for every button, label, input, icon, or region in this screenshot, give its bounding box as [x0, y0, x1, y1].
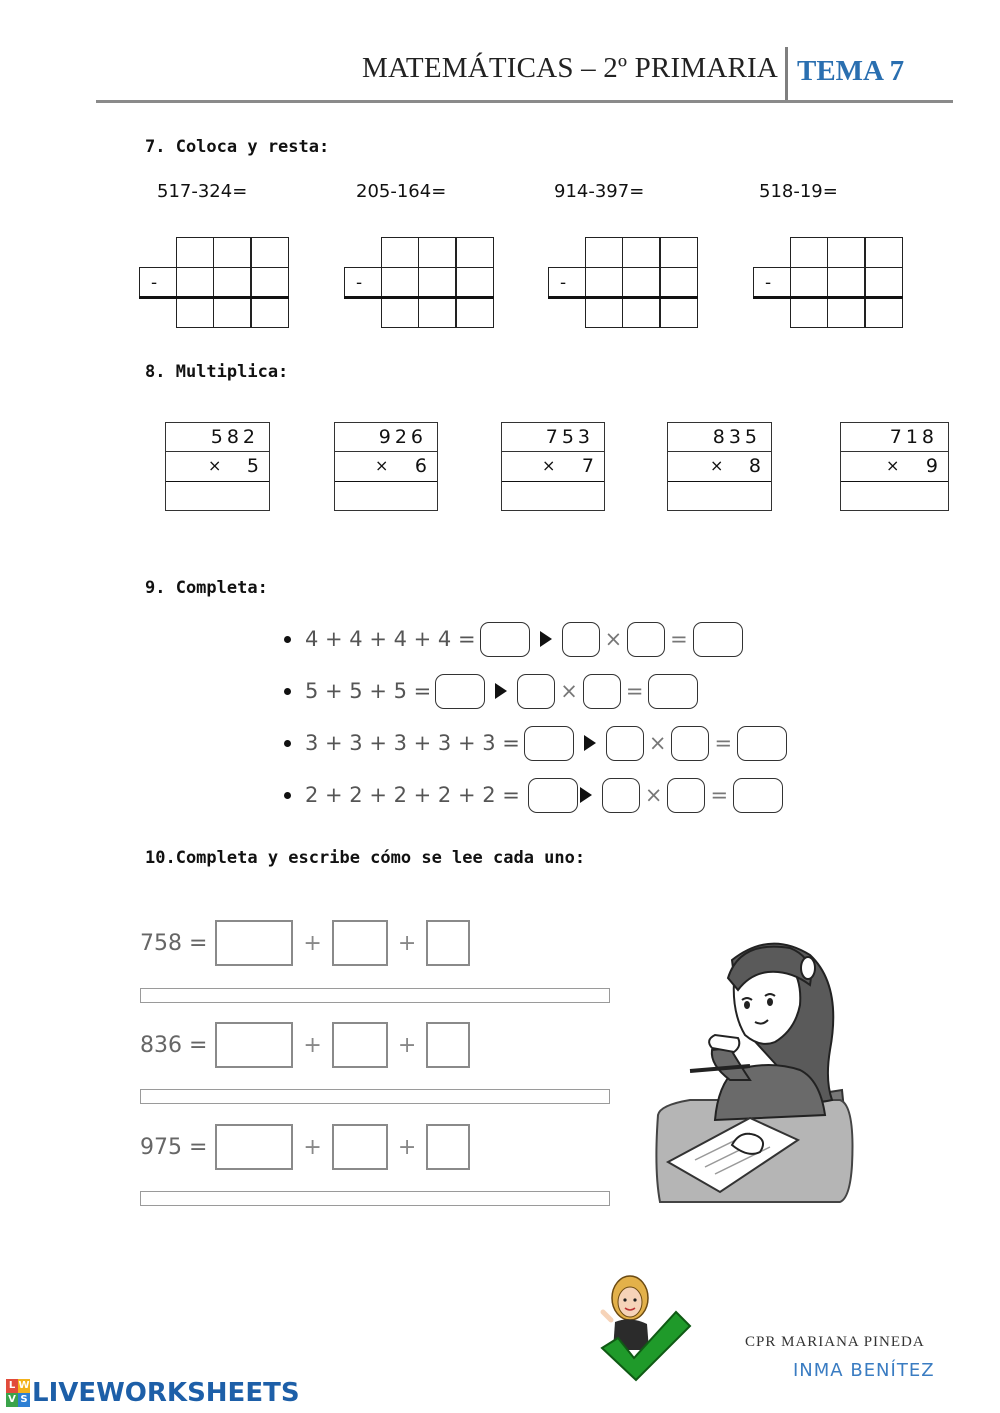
times-sign: × — [710, 456, 724, 475]
completa-row-3 — [284, 724, 787, 762]
sum-answer-box[interactable] — [528, 778, 578, 813]
grid-cell[interactable] — [251, 297, 289, 328]
grid-cell[interactable] — [865, 237, 903, 268]
plus-sign: + — [303, 930, 322, 956]
times-sign: × — [644, 783, 663, 807]
factor-box[interactable] — [562, 622, 600, 657]
subtraction-grid-4 — [753, 237, 903, 328]
factor-box[interactable] — [667, 778, 705, 813]
grid-cell[interactable] — [251, 237, 289, 268]
arrow-right-icon — [584, 735, 596, 751]
equals-sign: = — [714, 731, 733, 755]
answer-cell[interactable] — [502, 483, 604, 510]
grid-cell[interactable] — [213, 297, 251, 328]
result-line — [548, 296, 698, 299]
grid-cell[interactable] — [790, 267, 828, 298]
subtraction-4-label: 518-19= — [759, 181, 838, 202]
author-name: INMA BENÍTEZ — [793, 1360, 935, 1381]
multiplicand: 718 — [889, 426, 938, 448]
multiplicand: 926 — [378, 426, 427, 448]
tema-label: TEMA 7 — [797, 55, 905, 87]
times-sign: × — [560, 679, 578, 703]
grid-cell[interactable] — [213, 267, 251, 298]
number-label: 836 = — [140, 1032, 208, 1058]
completa-row-2 — [284, 672, 698, 710]
subtraction-2-label: 205-164= — [356, 181, 447, 202]
grid-cell[interactable] — [456, 237, 494, 268]
bullet — [284, 792, 291, 799]
tens-box[interactable] — [332, 920, 388, 966]
times-sign: × — [604, 627, 623, 651]
answer-cell[interactable] — [335, 483, 437, 510]
minus-cell — [344, 267, 382, 298]
product-box[interactable] — [733, 778, 783, 813]
tens-box[interactable] — [332, 1124, 388, 1170]
minus-sign: - — [560, 273, 567, 293]
section-8-title: 8. Multiplica: — [145, 362, 289, 382]
sum-expression: 4 + 4 + 4 + 4 = — [305, 627, 476, 651]
factor-box[interactable] — [583, 674, 621, 709]
arrow-right-icon — [495, 683, 507, 699]
hundreds-box[interactable] — [215, 920, 293, 966]
sum-answer-box[interactable] — [435, 674, 485, 709]
grid-cell[interactable] — [865, 267, 903, 298]
subtraction-grid-2 — [344, 237, 494, 328]
grid-cell[interactable] — [381, 267, 419, 298]
bullet — [284, 636, 291, 643]
minus-sign: - — [151, 273, 158, 293]
liveworksheets-brand[interactable] — [6, 1378, 300, 1408]
hundreds-box[interactable] — [215, 1022, 293, 1068]
grid-cell[interactable] — [660, 267, 698, 298]
sum-expression: 5 + 5 + 5 = — [305, 679, 432, 703]
minus-sign: - — [356, 273, 363, 293]
grid-cell[interactable] — [418, 267, 456, 298]
multiplication-box-4 — [667, 422, 772, 511]
grid-cell[interactable] — [660, 297, 698, 328]
factor-box[interactable] — [602, 778, 640, 813]
grid-cell[interactable] — [827, 237, 865, 268]
check-icon — [598, 1308, 693, 1383]
brand-text: LIVEWORKSHEETS — [32, 1378, 300, 1408]
grid-cell[interactable] — [660, 237, 698, 268]
minus-sign: - — [765, 273, 772, 293]
grid-cell[interactable] — [381, 297, 419, 328]
number-label: 975 = — [140, 1134, 208, 1160]
bullet — [284, 740, 291, 747]
minus-cell — [139, 267, 177, 298]
multiplication-box-5 — [840, 422, 949, 511]
minus-cell — [753, 267, 791, 298]
product-box[interactable] — [737, 726, 787, 761]
times-sign: × — [648, 731, 667, 755]
grid-cell[interactable] — [585, 267, 623, 298]
answer-cell[interactable] — [668, 483, 771, 510]
sum-answer-box[interactable] — [524, 726, 574, 761]
equals-sign: = — [625, 679, 644, 703]
factor-box[interactable] — [606, 726, 644, 761]
worksheet-title: MATEMÁTICAS – 2º PRIMARIA — [362, 52, 778, 84]
plus-sign: + — [303, 1032, 322, 1058]
multiplication-box-2 — [334, 422, 438, 511]
grid-cell[interactable] — [176, 237, 214, 268]
grid-cell[interactable] — [456, 297, 494, 328]
units-box[interactable] — [426, 920, 470, 966]
grid-cell[interactable] — [622, 267, 660, 298]
grid-cell[interactable] — [622, 237, 660, 268]
grid-cell[interactable] — [790, 297, 828, 328]
equals-sign: = — [670, 627, 688, 651]
factor-box[interactable] — [517, 674, 555, 709]
girl-writing-illustration — [650, 930, 855, 1205]
answer-cell[interactable] — [841, 483, 948, 510]
grid-cell[interactable] — [251, 267, 289, 298]
bullet — [284, 688, 291, 695]
plus-sign: + — [397, 1032, 417, 1058]
multiplicand: 753 — [545, 426, 594, 448]
sum-expression: 3 + 3 + 3 + 3 + 3 = — [305, 731, 520, 755]
plus-sign: + — [303, 1134, 322, 1160]
decomposition-row-2 — [140, 1022, 470, 1068]
times-sign: × — [375, 456, 389, 475]
result-line — [344, 296, 494, 299]
grid-cell[interactable] — [418, 297, 456, 328]
grid-cell[interactable] — [865, 297, 903, 328]
equals-sign: = — [710, 783, 729, 807]
arrow-right-icon — [540, 631, 552, 647]
sum-answer-box[interactable] — [480, 622, 530, 657]
grid-cell[interactable] — [790, 237, 828, 268]
grid-cell[interactable] — [585, 297, 623, 328]
subtraction-grid-3 — [548, 237, 698, 328]
plus-sign: + — [397, 1134, 417, 1160]
multiplier: 8 — [748, 455, 761, 477]
writing-field[interactable] — [140, 1191, 610, 1206]
product-box[interactable] — [693, 622, 743, 657]
result-line — [753, 296, 903, 299]
header-divider — [785, 47, 788, 102]
decomposition-row-3 — [140, 1124, 470, 1170]
multiplication-box-1 — [165, 422, 270, 511]
subtraction-1-label: 517-324= — [157, 181, 248, 202]
decomposition-row-1 — [140, 920, 470, 966]
completa-row-1 — [284, 620, 743, 658]
tens-box[interactable] — [332, 1022, 388, 1068]
school-name: CPR MARIANA PINEDA — [745, 1334, 925, 1350]
grid-cell[interactable] — [827, 267, 865, 298]
writing-field[interactable] — [140, 988, 610, 1003]
factor-box[interactable] — [627, 622, 665, 657]
times-sign: × — [886, 456, 900, 475]
multiplier: 7 — [581, 455, 594, 477]
multiplicand: 835 — [712, 426, 761, 448]
grid-cell[interactable] — [418, 237, 456, 268]
grid-cell[interactable] — [381, 237, 419, 268]
multiplier: 9 — [925, 455, 938, 477]
writing-field[interactable] — [140, 1089, 610, 1104]
grid-cell[interactable] — [213, 237, 251, 268]
section-7-title: 7. Coloca y resta: — [145, 137, 330, 157]
factor-box[interactable] — [671, 726, 709, 761]
grid-cell[interactable] — [456, 267, 494, 298]
multiplicand: 582 — [210, 426, 259, 448]
header-rule — [96, 100, 953, 103]
grid-cell[interactable] — [585, 237, 623, 268]
result-line — [139, 296, 289, 299]
liveworksheets-logo-icon: L W V S — [6, 1379, 30, 1407]
grid-cell[interactable] — [827, 297, 865, 328]
subtraction-grid-1 — [139, 237, 289, 328]
plus-sign: + — [397, 930, 417, 956]
minus-cell — [548, 267, 586, 298]
product-box[interactable] — [648, 674, 698, 709]
subtraction-3-label: 914-397= — [554, 181, 645, 202]
grid-cell[interactable] — [176, 267, 214, 298]
section-10-title: 10.Completa y escribe cómo se lee cada uno: — [145, 848, 586, 868]
answer-cell[interactable] — [166, 483, 269, 510]
number-label: 758 = — [140, 930, 208, 956]
arrow-right-icon — [580, 787, 592, 803]
times-sign: × — [208, 456, 222, 475]
completa-row-4 — [284, 776, 783, 814]
units-box[interactable] — [426, 1022, 470, 1068]
sum-expression: 2 + 2 + 2 + 2 + 2 = — [305, 783, 520, 807]
hundreds-box[interactable] — [215, 1124, 293, 1170]
times-sign: × — [542, 456, 556, 475]
units-box[interactable] — [426, 1124, 470, 1170]
multiplier: 5 — [246, 455, 259, 477]
section-9-title: 9. Completa: — [145, 578, 268, 598]
grid-cell[interactable] — [176, 297, 214, 328]
multiplication-box-3 — [501, 422, 605, 511]
multiplier: 6 — [414, 455, 427, 477]
grid-cell[interactable] — [622, 297, 660, 328]
